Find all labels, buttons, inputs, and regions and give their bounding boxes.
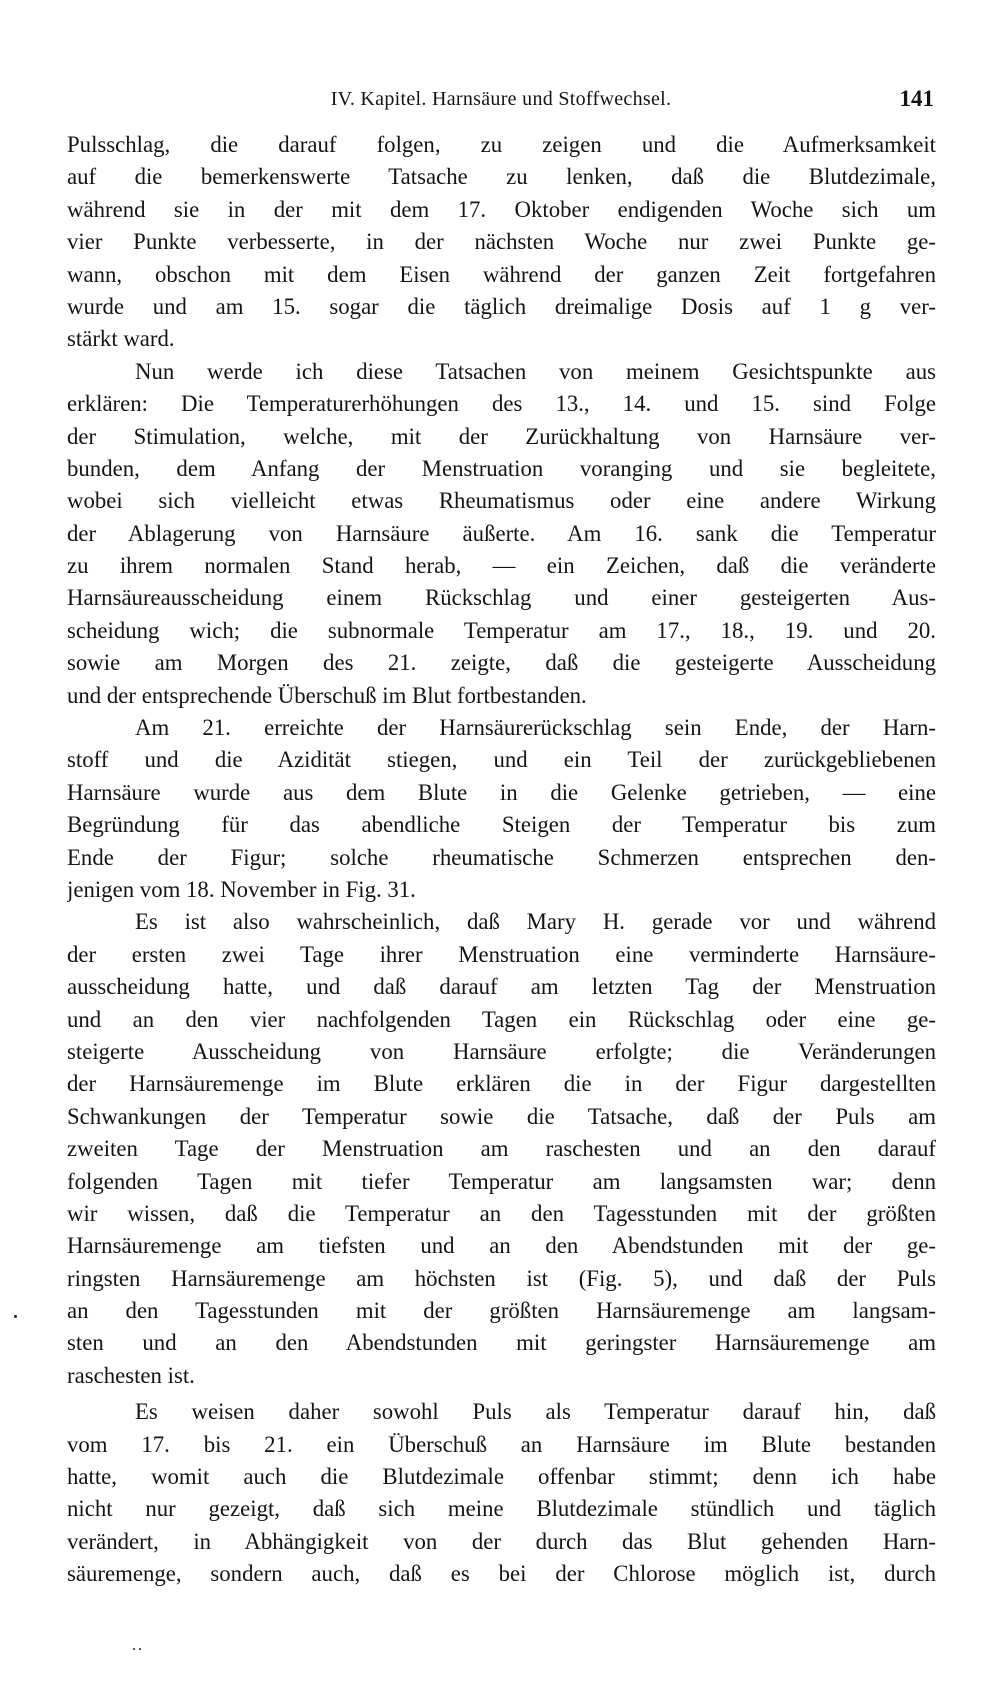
body-text xyxy=(67,129,936,1591)
text-line: wir wissen, daß die Temperatur an den Tagesstunden mit der größten xyxy=(67,1200,936,1226)
text-line: raschesten ist. xyxy=(67,1362,195,1388)
text-line: und an den vier nachfolgenden Tagen ein Rückschlag oder eine ge- xyxy=(67,1006,936,1032)
text-line: Pulsschlag, die darauf folgen, zu zeigen und die Aufmerksamkeit xyxy=(67,132,936,157)
text-line: und der entsprechende Überschuß im Blut fortbestanden. xyxy=(67,682,587,708)
text-line: zweiten Tage der Menstruation am raschesten und an den darauf xyxy=(67,1136,936,1162)
text-line: bunden, dem Anfang der Menstruation voranging und sie begleitete, xyxy=(67,455,936,481)
text-line: Schwankungen der Temperatur sowie die Tatsache, daß der Puls am xyxy=(67,1103,936,1129)
text-line: der Stimulation, welche, mit der Zurückhaltung von Harnsäure ver- xyxy=(67,423,936,449)
text-line: scheidung wich; die subnormale Temperatur am 17., 18., 19. und 20. xyxy=(67,617,936,643)
text-line: sten und an den Abendstunden mit geringster Harnsäuremenge am xyxy=(67,1330,936,1356)
scan-speck xyxy=(14,1315,17,1318)
text-line: der Ablagerung von Harnsäure äußerte. Am 16. sank die Temperatur xyxy=(67,520,936,546)
paragraph-1 xyxy=(67,129,936,356)
text-line: verändert, in Abhängigkeit von der durch das Blut gehenden Harn- xyxy=(67,1528,936,1554)
text-line: jenigen vom 18. November in Fig. 31. xyxy=(67,876,416,902)
paragraph-4 xyxy=(67,906,936,1392)
scan-speck xyxy=(133,1648,135,1650)
text-line: säuremenge, sondern auch, daß es bei der Chlorose möglich ist, durch xyxy=(67,1561,936,1587)
text-line: stoff und die Azidität stiegen, und ein Teil der zurückgebliebenen xyxy=(67,747,936,773)
running-header xyxy=(66,84,936,114)
text-line: der ersten zwei Tage ihrer Menstruation eine verminderte Harnsäure- xyxy=(67,941,936,967)
text-line: wurde und am 15. sogar die täglich dreimalige Dosis auf 1 g ver- xyxy=(67,293,936,319)
page-number: 141 xyxy=(899,86,934,111)
text-line: Ende der Figur; solche rheumatische Schmerzen entsprechen den- xyxy=(67,844,936,870)
scan-speck xyxy=(139,1648,141,1650)
paragraph-2 xyxy=(67,356,936,712)
text-line: erklären: Die Temperaturerhöhungen des 13., 14. und 15. sind Folge xyxy=(67,391,936,417)
text-line: Harnsäuremenge am tiefsten und an den Abendstunden mit der ge- xyxy=(67,1233,936,1259)
text-line: vier Punkte verbesserte, in der nächsten Woche nur zwei Punkte ge- xyxy=(67,229,936,255)
text-line: der Harnsäuremenge im Blute erklären die in der Figur dargestellten xyxy=(67,1071,936,1097)
text-line: Nun werde ich diese Tatsachen von meinem Gesichtspunkte aus xyxy=(135,358,936,384)
text-line: auf die bemerkenswerte Tatsache zu lenken, daß die Blutdezimale, xyxy=(67,164,936,190)
paragraph-3 xyxy=(67,712,936,906)
text-line: hatte, womit auch die Blutdezimale offenbar stimmt; denn ich habe xyxy=(67,1464,936,1490)
text-line: nicht nur gezeigt, daß sich meine Blutdezimale stündlich und täglich xyxy=(67,1496,936,1522)
text-line: sowie am Morgen des 21. zeigte, daß die gesteigerte Ausscheidung xyxy=(67,650,936,676)
text-line: während sie in der mit dem 17. Oktober endigenden Woche sich um xyxy=(67,196,936,222)
paragraph-5 xyxy=(67,1396,936,1590)
text-line: Am 21. erreichte der Harnsäurerückschlag sein Ende, der Harn- xyxy=(135,715,936,741)
text-line: stärkt ward. xyxy=(67,326,175,352)
text-line: folgenden Tagen mit tiefer Temperatur am langsamsten war; denn xyxy=(67,1168,936,1194)
text-line: Harnsäureausscheidung einem Rückschlag und einer gesteigerten Aus- xyxy=(67,585,936,611)
text-line: vom 17. bis 21. ein Überschuß an Harnsäure im Blute bestanden xyxy=(67,1431,936,1457)
text-line: an den Tagesstunden mit der größten Harnsäuremenge am langsam- xyxy=(67,1298,936,1324)
text-line: ausscheidung hatte, und daß darauf am letzten Tag der Menstruation xyxy=(67,974,936,1000)
text-line: Begründung für das abendliche Steigen der Temperatur bis zum xyxy=(67,812,936,838)
text-line: wann, obschon mit dem Eisen während der ganzen Zeit fortgefahren xyxy=(67,261,936,287)
text-line: wobei sich vielleicht etwas Rheumatismus oder eine andere Wirkung xyxy=(67,488,936,514)
text-line: Es weisen daher sowohl Puls als Temperatur darauf hin, daß xyxy=(135,1399,936,1425)
text-line: Harnsäure wurde aus dem Blute in die Gelenke getrieben, — eine xyxy=(67,779,936,805)
text-line: zu ihrem normalen Stand herab, — ein Zeichen, daß die veränderte xyxy=(67,553,936,579)
chapter-title: IV. Kapitel. Harnsäure und Stoffwechsel. xyxy=(330,88,672,110)
text-line: steigerte Ausscheidung von Harnsäure erfolgte; die Veränderungen xyxy=(67,1038,936,1064)
text-line: Es ist also wahrscheinlich, daß Mary H. gerade vor und während xyxy=(135,909,936,935)
text-line: ringsten Harnsäuremenge am höchsten ist (Fig. 5), und daß der Puls xyxy=(67,1265,936,1291)
